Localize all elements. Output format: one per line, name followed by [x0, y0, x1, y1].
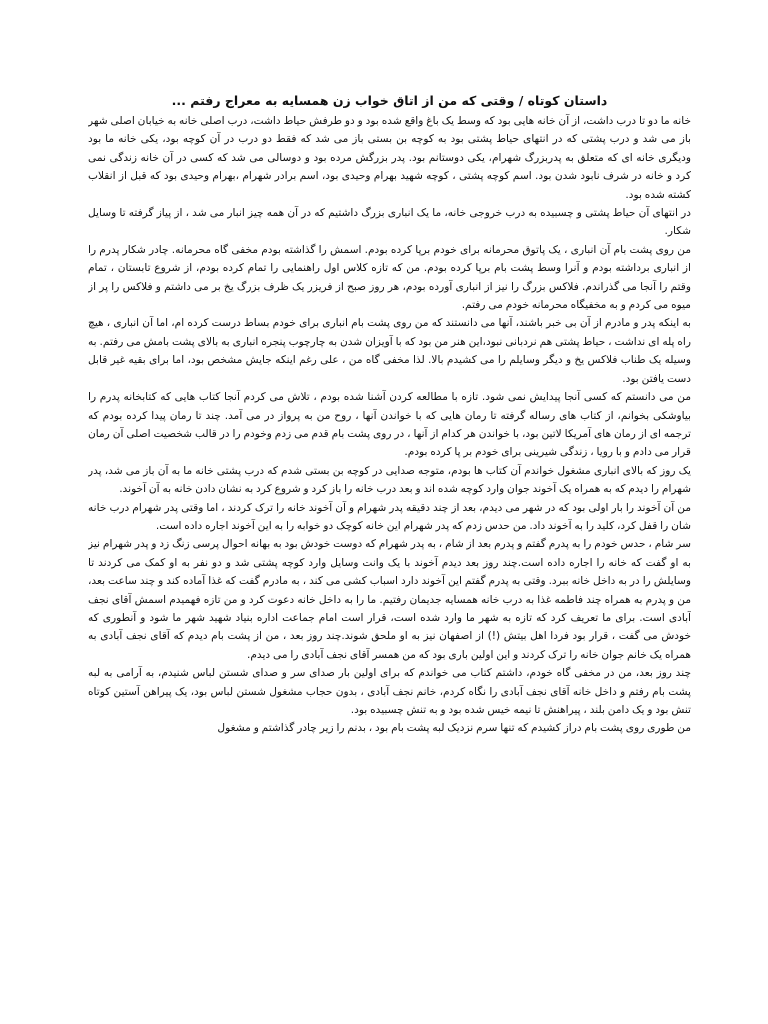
document-title: داستان کوتاه / وقتی که من از اتاق خواب زن همسایه به معراج رفتم ...: [171, 93, 608, 108]
paragraph: یک روز که بالای انباری مشغول خواندم آن کتاب ها بودم، متوجه صدایی در کوچه بن بستی شدم که درب پشتی خانه ما به آن باز می شد، پدر شهرام را دیدم که به همراه یک آخوند جوان وارد کوچه شده اند و بعد درب خانه را باز کرد و شروع کرد به نشان دادن خانه به آن آخوند.: [88, 464, 691, 496]
paragraph: من آن آخوند را بار اولی بود که در شهر می دیدم، بعد از چند دقیقه پدر شهرام و آن آخوند خانه را ترک کردند ، اما وقتی پدر شهرام درب خانه شان را قفل کرد، کلید را به آخوند داد. من حدس زدم که پدر شهرام این خانه کوچک دو خوابه را به این آخوند اجاره داده است.: [88, 501, 691, 532]
paragraph: چند روز بعد، من در مخفی گاه خودم، داشتم کتاب می خواندم که برای اولین بار صدای سر و صدای شستن لباس شنیدم، به آرامی به لبه پشت بام رفتم و داخل خانه آقای نجف آبادی را نگاه کردم، خانم نجف آبادی ، بدون حجاب مشغول شستن لباس بود، یک پیراهن آستین کوتاه تنش بود و یک دامن بلند ، پیراهنش تا نیمه خیس شده بود و به تنش چسبیده بود.: [88, 667, 691, 716]
document-page: [88, 92, 691, 992]
paragraph: من می دانستم که کسی آنجا پیدایش نمی شود. تازه با مطالعه کردن آشنا شده بودم ، تلاش می کردم آنجا کتاب هایی که کتابخانه پدرم را بیاوشکی بخوانم، از کتاب های رساله گرفته تا رمان هایی که با خواندن آنها ، روح من به پرواز در می آمد. چند تا رمان پیدا کرده بودم که ترجمه ای از رمان های آمریکا لاتین بود، با خواندن هر کدام از آنها ، در روی پشت بام قدم می زدم وخودم را در قالب شخصیت اصلی آن رمان قرار می دادم و با رویا ، زندگی شیرینی برای خودم بر پا کرده بودم.: [88, 391, 691, 459]
paragraph: من طوری روی پشت بام دراز کشیدم که تنها سرم نزدیک لبه پشت بام بود ، بدنم را زیر چادر گذاشتم و مشغول: [217, 722, 691, 735]
paragraph: سر شام ، حدس خودم را به پدرم گفتم و پدرم بعد از شام ، به پدر شهرام که دوست خودش بود به بهانه احوال پرسی زنگ زد و پدر شهرام نیز به او گفت که خانه را اجاره داده است.چند روز بعد دیدم آخوند با یک وانت وسایل وارد کوچه پشتی شد و دو نفر به او کمک می کردند تا وسایلش را در به داخل خانه ببرد. وقتی به پدرم گفتم این آخوند دارد اسباب کشی می کند ، به مادرم گفت که غذا آماده کند و چند ساعت بعد، من و پدرم به همراه چند فاطمه غذا به درب خانه همسایه جدیمان رفتیم. ما را به داخل خانه دعوت کرد و من تازه فهمیدم اسمش آقای نجف آبادی است. برای ما تعریف کرد که تازه به شهر ما وارد شده است، قرار است امام جماعت اداره بنیاد شهید شهر ما شود و آنطوری که خودش می گفت ، قرار بود فردا اهل بیتش (!) از اصفهان نیز به او ملحق شوند.چند روز بعد ، من از پشت بام دیدم که آقای نجف آبادی به همراه یک خانم جوان خانه را ترک کردند و این اولین باری بود که من همسر آقای نجف آبادی را می دیدم.: [88, 538, 691, 661]
paragraph: خانه ما دو تا درب داشت، از آن خانه هایی بود که وسط یک باغ واقع شده بود و دو طرفش حیاط داشت، درب اصلی خانه به خیابان اصلی شهر باز می شد و درب پشتی که در انتهای حیاط پشتی بود به کوچه بن بستی باز می شد که فقط دو درب در آن کوچه بود، یکی خانه ما بود ودیگری خانه ای که متعلق به پدربزرگ شهرام، یکی دوستانم بود. پدر بزرگش مرده بود و دوسالی می شد که کسی در آن خانه زندگی نمی کرد و خانه در شرف نابود شدن بود. اسم کوچه پشتی ، کوچه شهید بهرام وحیدی بود، اسم برادر شهرام ،بهرام وحیدی بود که قبل از انقلاب کشته شده بود.: [88, 115, 691, 201]
paragraph: در انتهای آن حیاط پشتی و چسبیده به درب خروجی خانه، ما یک انباری بزرگ داشتیم که در آن همه چیز انبار می شد ، از پیاز گرفته تا وسایل شکار.: [88, 207, 691, 238]
paragraph: من روی پشت بام آن انباری ، یک پاتوق محرمانه برای خودم برپا کرده بودم. اسمش را گذاشته بودم مخفی گاه محرمانه. چادر شکار پدرم را از انباری برداشته بودم و آنرا وسط پشت بام برپا کرده بودم. من که تازه کلاس اول راهنمایی را تمام کرده بودم، از شروع تابستان ، تمام وقتم را آنجا می گذراندم. فلاکس بزرگ را نیز از انباری آورده بودم، هر روز صبح از فریزر یک ظرف بزرگ یخ بر می داشتم و فلاکس را پر از میوه می کردم و به مخفیگاه محرمانه خودم می رفتم.: [88, 243, 691, 312]
paragraph: به اینکه پدر و مادرم از آن بی خبر باشند، آنها می دانستند که من روی پشت بام انباری برای خودم بساط درست کرده ام، اما آن انباری ، هیچ راه پله ای نداشت ، حیاط پشتی هم نردبانی نبود،این هنر من بود که با آویزان شدن به چارچوب پنجره انباری به بالای پشت بامش می رفتم. به وسیله یک طناب فلاکس یخ و دیگر وسایلم را می کشیدم بالا. لذا مخفی گاه من ، علی رغم اینکه جایش مشخص بود، اما برای بقیه غیر قابل دست یافتن بود.: [88, 317, 691, 385]
